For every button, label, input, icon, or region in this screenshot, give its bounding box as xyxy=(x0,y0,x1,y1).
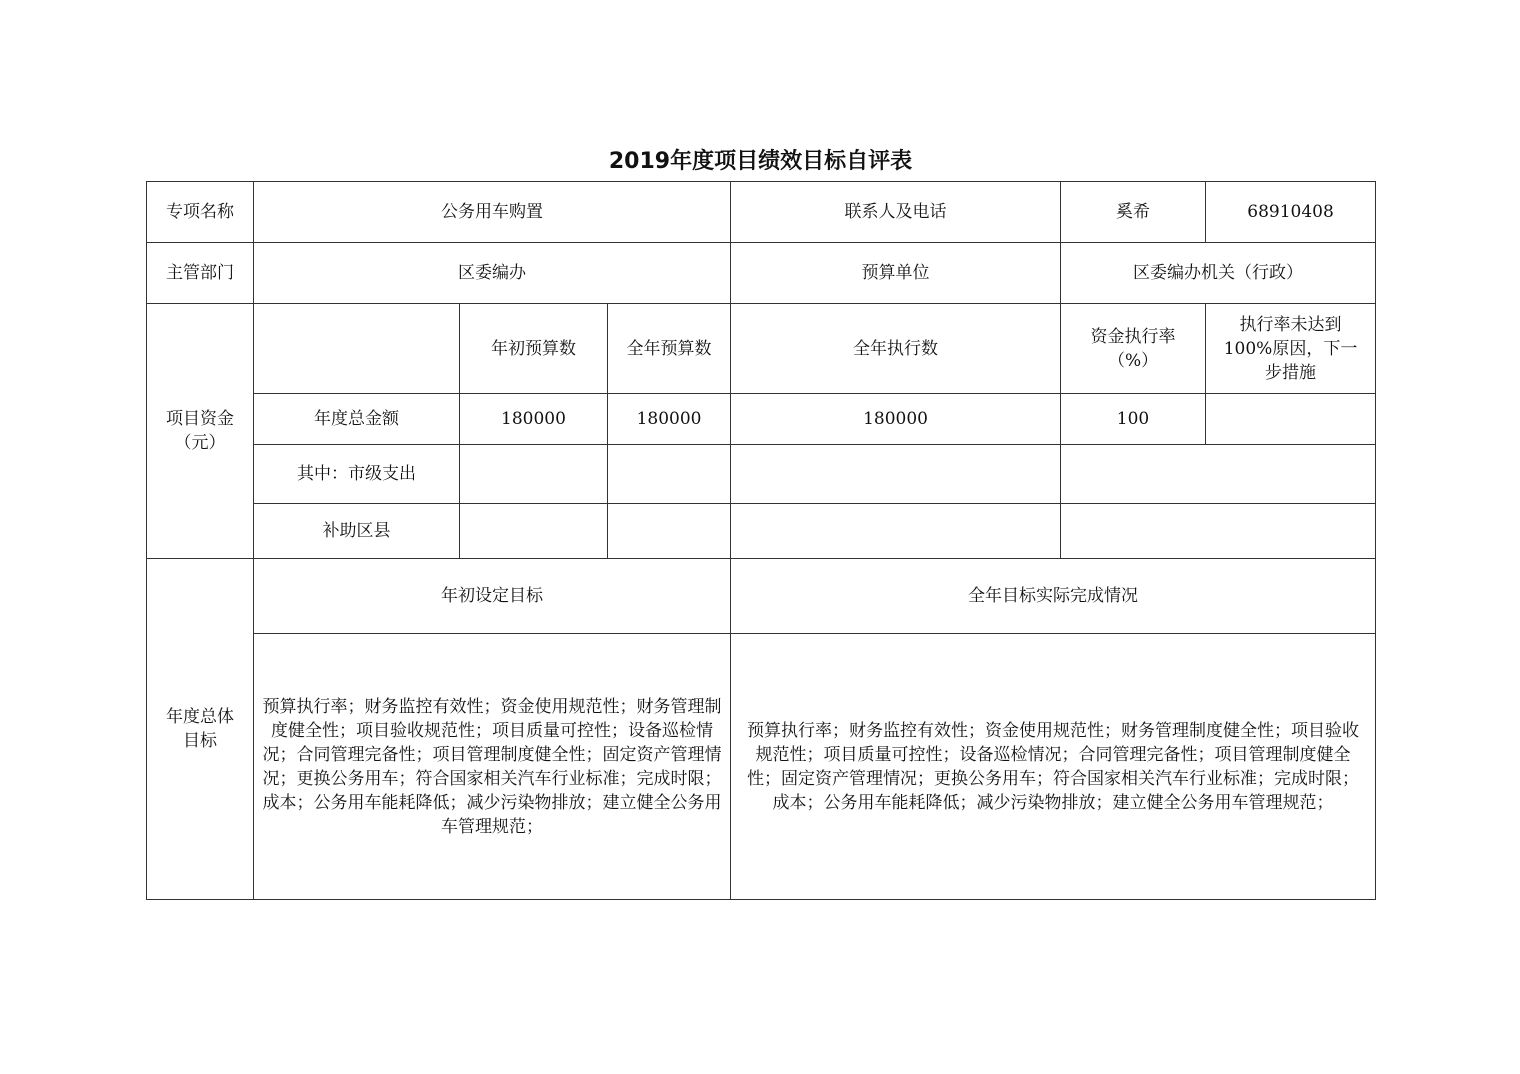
project-name-value: 公务用车购置 xyxy=(254,182,731,243)
county-annual-exec xyxy=(731,504,1061,559)
header-reason: 执行率未达到100%原因，下一步措施 xyxy=(1206,304,1376,394)
goals-set-text: 预算执行率；财务监控有效性；资金使用规范性；财务管理制度健全性；项目验收规范性；项目质量可控性；设备巡检情况；合同管理完备性；项目管理制度健全性；固定资产管理情况；更换公务用车；符合国家相关汽车行业标准；完成时限；成本；公务用车能耗降低；减少污染物排放；建立健全公务用车管理规范； xyxy=(254,634,731,900)
department-row xyxy=(147,243,1376,304)
budget-unit-label: 预算单位 xyxy=(731,243,1061,304)
total-label: 年度总金额 xyxy=(254,394,460,445)
goals-actual-header: 全年目标实际完成情况 xyxy=(731,559,1376,634)
dept-label: 主管部门 xyxy=(147,243,254,304)
total-exec-rate: 100 xyxy=(1061,394,1206,445)
goals-actual-text: 预算执行率；财务监控有效性；资金使用规范性；财务管理制度健全性；项目验收规范性；项目质量可控性；设备巡检情况；合同管理完备性；项目管理制度健全性；固定资产管理情况；更换公务用车；符合国家相关汽车行业标准；完成时限；成本；公务用车能耗降低；减少污染物排放；建立健全公务用车管理规范； xyxy=(731,634,1376,900)
project-name-row xyxy=(147,182,1376,243)
funds-city-row xyxy=(147,445,1376,504)
funds-total-row xyxy=(147,394,1376,445)
county-annual-budget xyxy=(608,504,731,559)
contact-name: 奚希 xyxy=(1061,182,1206,243)
goals-label: 年度总体目标 xyxy=(147,559,254,900)
county-label: 补助区县 xyxy=(254,504,460,559)
project-name-label: 专项名称 xyxy=(147,182,254,243)
dept-value: 区委编办 xyxy=(254,243,731,304)
total-reason xyxy=(1206,394,1376,445)
evaluation-table xyxy=(146,181,1376,900)
city-exec-rate xyxy=(1061,445,1376,504)
funds-label: 项目资金（元） xyxy=(147,304,254,559)
city-initial-budget xyxy=(460,445,608,504)
goals-set-header: 年初设定目标 xyxy=(254,559,731,634)
funds-header-blank xyxy=(254,304,460,394)
city-annual-budget xyxy=(608,445,731,504)
city-label: 其中：市级支出 xyxy=(254,445,460,504)
goals-content-row xyxy=(147,634,1376,900)
header-annual-budget: 全年预算数 xyxy=(608,304,731,394)
funds-county-row xyxy=(147,504,1376,559)
header-initial-budget: 年初预算数 xyxy=(460,304,608,394)
header-exec-rate: 资金执行率（%） xyxy=(1061,304,1206,394)
county-initial-budget xyxy=(460,504,608,559)
contact-phone: 68910408 xyxy=(1206,182,1376,243)
city-annual-exec xyxy=(731,445,1061,504)
header-annual-exec: 全年执行数 xyxy=(731,304,1061,394)
total-annual-budget: 180000 xyxy=(608,394,731,445)
page-title: 2019年度项目绩效目标自评表 xyxy=(608,149,913,174)
contact-label: 联系人及电话 xyxy=(731,182,1061,243)
county-exec-rate xyxy=(1061,504,1376,559)
funds-header-row xyxy=(147,304,1376,394)
total-annual-exec: 180000 xyxy=(731,394,1061,445)
goals-header-row xyxy=(147,559,1376,634)
total-initial-budget: 180000 xyxy=(460,394,608,445)
budget-unit-value: 区委编办机关（行政） xyxy=(1061,243,1376,304)
